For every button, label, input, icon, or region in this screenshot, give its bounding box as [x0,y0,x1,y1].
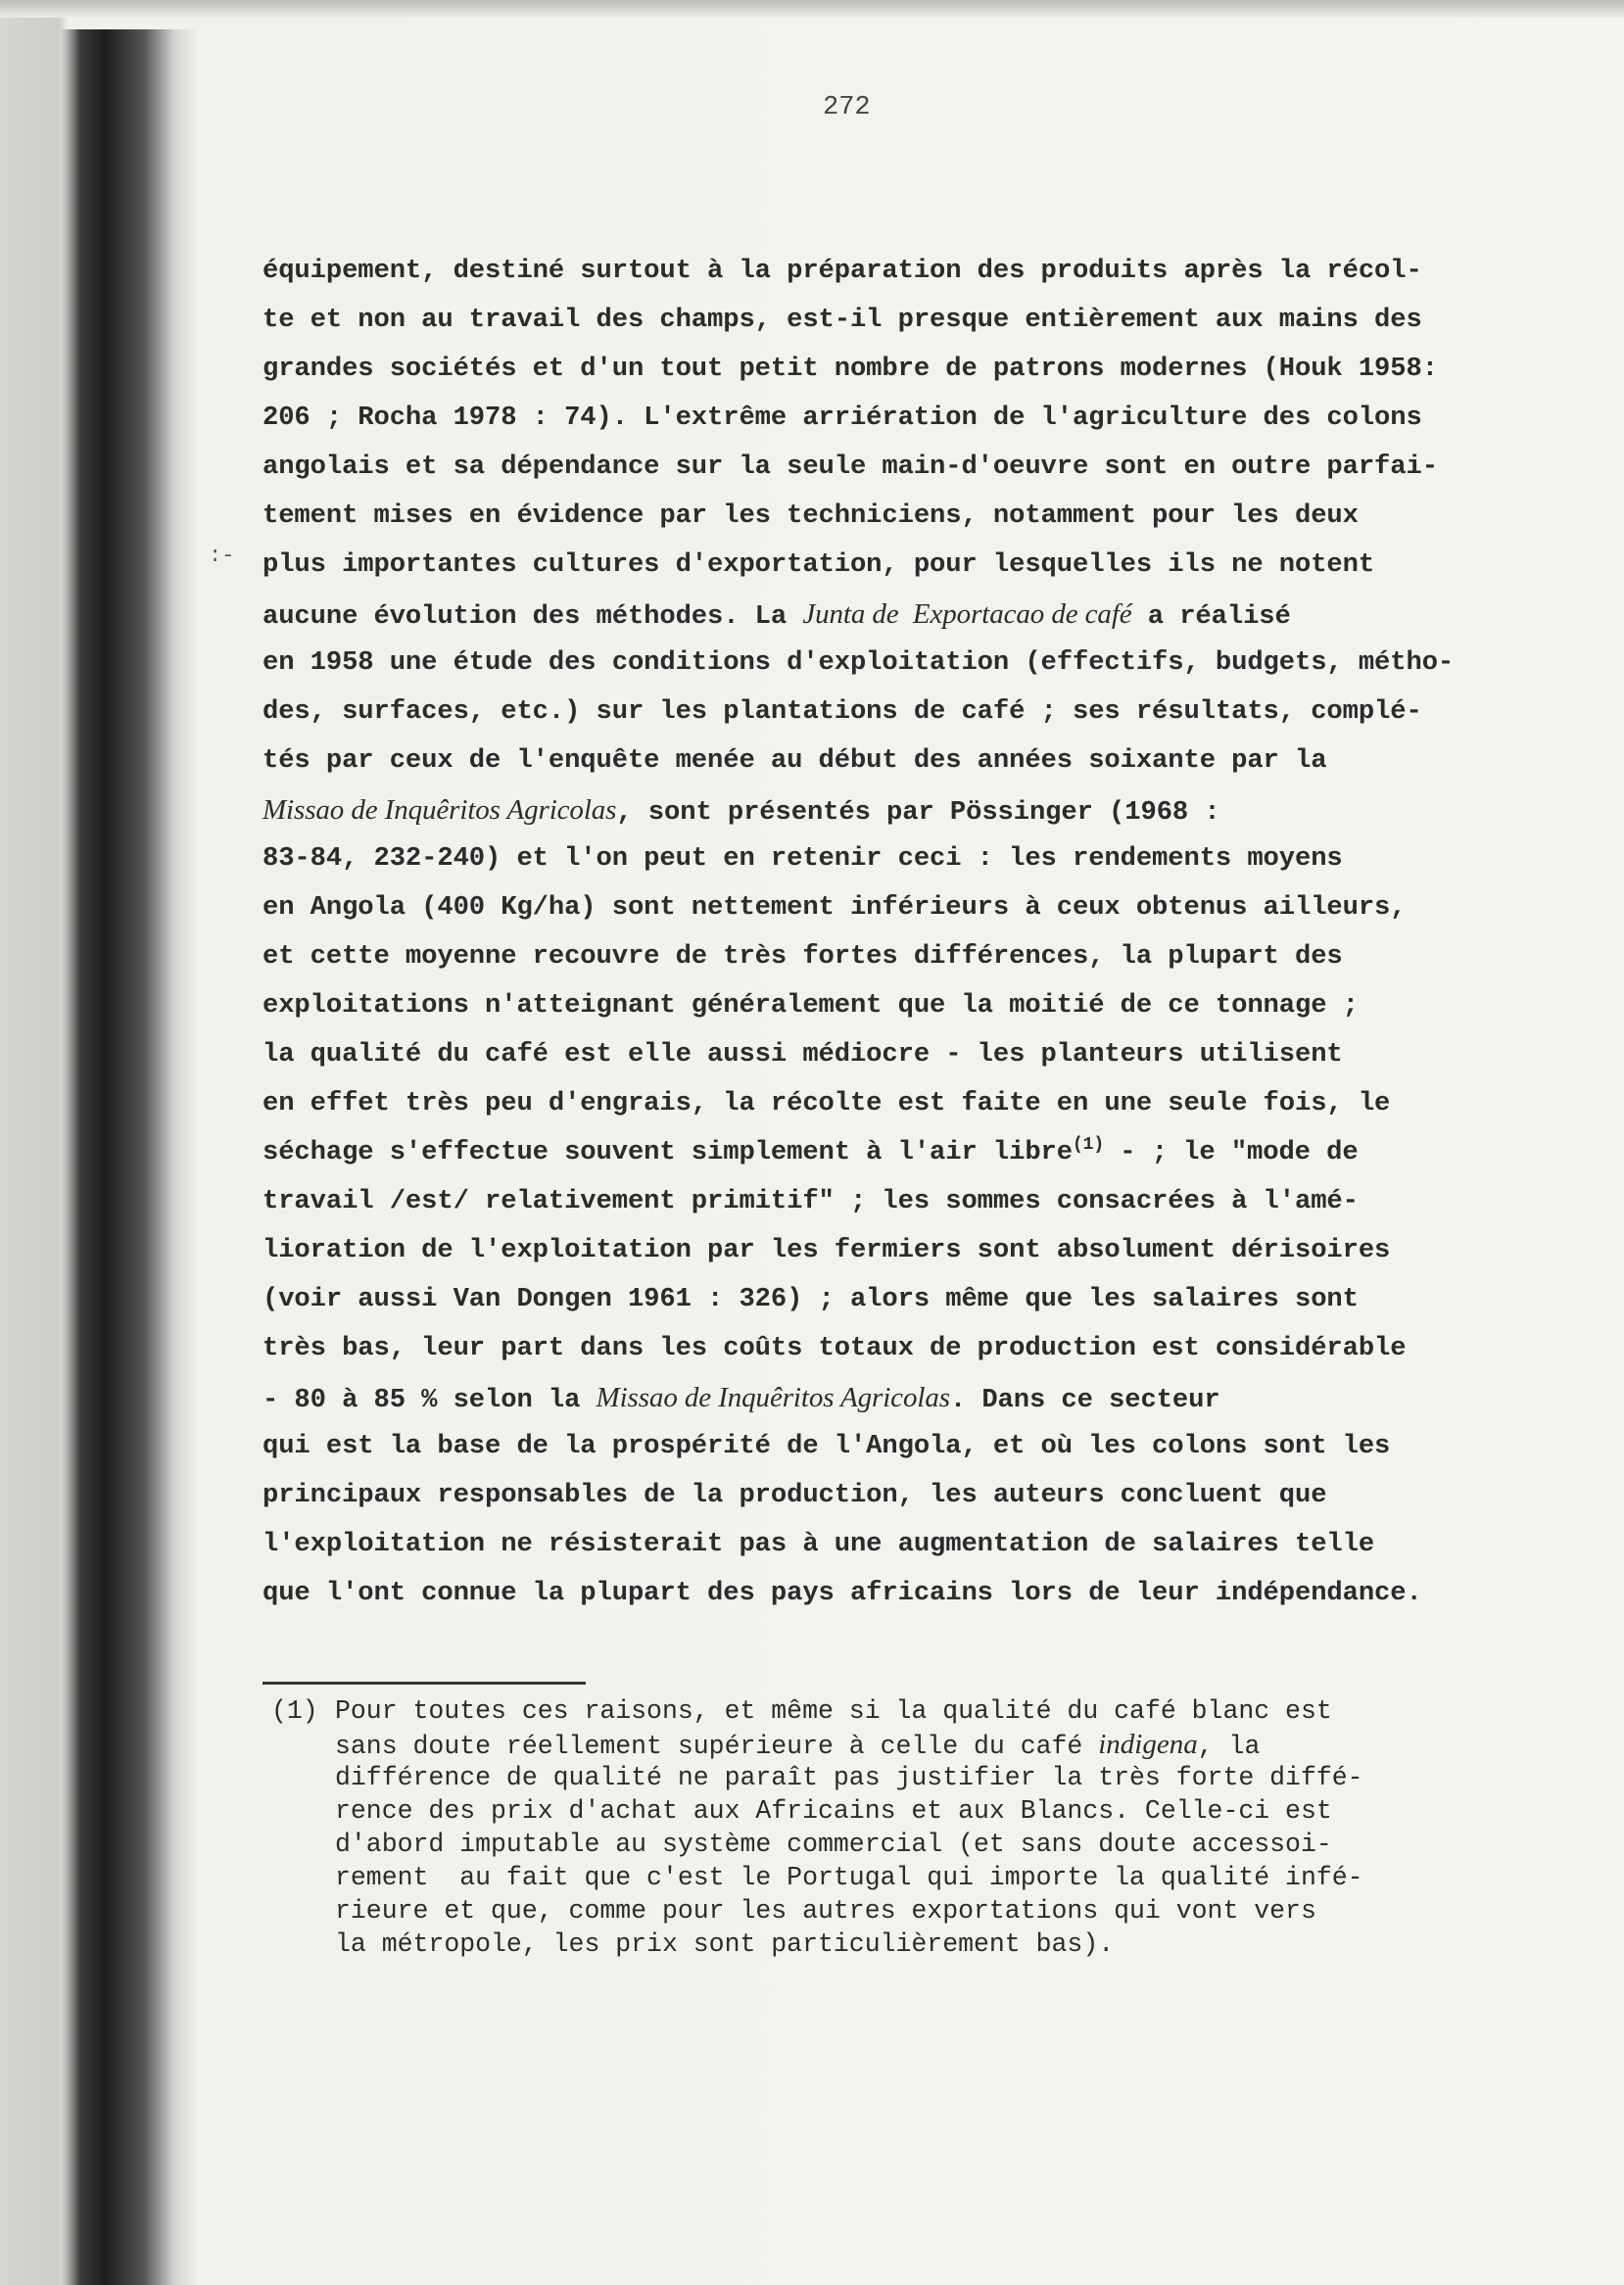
text-segment: séchage s'effectue souvent simplement à l'air libre [263,1137,1073,1167]
text-segment: aucune évolution des méthodes. La [263,601,803,632]
footnote-line [271,1761,1363,1794]
text-line [263,1128,1454,1177]
text-segment: a réalisé [1131,601,1291,632]
text-segment: en effet très peu d'engrais, la récolte est faite en une seule fois, le [263,1088,1391,1119]
text-segment: grandes sociétés et d'un tout petit nombre de patrons modernes (Houk 1958: [263,354,1438,384]
text-segment: - 80 à 85 % selon la [263,1385,597,1415]
text-line [263,688,1454,737]
text-segment: différence de qualité ne paraît pas justifier la très forte diffé- [335,1763,1363,1792]
text-segment: et cette moyenne recouvre de très fortes différences, la plupart des [263,941,1343,972]
text-segment: sans doute réellement supérieure à celle du café [335,1732,1099,1761]
text-segment: (voir aussi Van Dongen 1961 : 326) ; alors même que les salaires sont [263,1284,1359,1314]
text-segment: rence des prix d'achat aux Africains et aux Blancs. Celle-ci est [335,1796,1332,1826]
scan-top-edge [0,0,1624,18]
text-line [263,834,1454,883]
text-line [263,345,1454,394]
footnote [271,1694,1363,1961]
italic-text: Junta de Exportacao de café [802,598,1132,630]
text-segment: rement au fait que c'est le Portugal qui importe la qualité infé- [335,1863,1363,1892]
text-line [263,639,1454,688]
text-segment: - ; le "mode de [1104,1137,1359,1167]
text-line [263,590,1454,639]
footnote-line [271,1928,1363,1961]
text-line [263,443,1454,492]
text-line [263,737,1454,785]
text-segment: l'exploitation ne résisterait pas à une augmentation de salaires telle [263,1529,1375,1559]
text-segment: des, surfaces, etc.) sur les plantations de café ; ses résultats, complé- [263,696,1422,727]
text-segment: 83-84, 232-240) et l'on peut en retenir ceci : les rendements moyens [263,843,1343,874]
text-line [263,247,1454,296]
binding-shadow [61,29,198,2285]
text-segment: angolais et sa dépendance sur la seule main-d'oeuvre sont en outre parfai- [263,452,1438,482]
footnote-line [271,1861,1363,1894]
text-line [263,1079,1454,1128]
page-number: 272 [823,93,871,122]
text-segment: qui est la base de la prospérité de l'Angola, et où les colons sont les [263,1431,1391,1461]
text-line [263,1422,1454,1471]
text-segment: , la [1197,1732,1261,1761]
text-line [263,1471,1454,1520]
text-line [263,932,1454,981]
footnote-reference: (1) [1072,1134,1105,1155]
footnote-line [271,1694,1363,1728]
text-line [263,492,1454,541]
text-line [263,1226,1454,1275]
text-segment: plus importantes cultures d'exportation, pour lesquelles ils ne notent [263,549,1375,580]
italic-text: indigena [1098,1729,1198,1760]
text-segment: te et non au travail des champs, est-il presque entièrement aux mains des [263,305,1422,335]
text-segment: d'abord imputable au système commercial (et sans doute accessoi- [335,1830,1332,1859]
footnote-rule [263,1682,586,1685]
text-segment: équipement, destiné surtout à la préparation des produits après la récol- [263,256,1422,286]
text-segment: exploitations n'atteignant généralement que la moitié de ce tonnage ; [263,990,1359,1021]
footnote-line [271,1728,1363,1761]
text-segment: rieure et que, comme pour les autres exportations qui vont vers [335,1896,1316,1926]
footnote-marker: (1) [271,1696,318,1726]
footnote-line [271,1894,1363,1928]
text-line [263,1177,1454,1226]
body-text [263,247,1454,1618]
text-segment: 206 ; Rocha 1978 : 74). L'extrême arriération de l'agriculture des colons [263,403,1422,433]
text-segment: travail /est/ relativement primitif" ; les sommes consacrées à l'amé- [263,1186,1359,1216]
footnote-line [271,1794,1363,1828]
text-line [263,1030,1454,1079]
text-line [263,1373,1454,1422]
text-line [263,1275,1454,1324]
text-line [263,1569,1454,1618]
text-segment: . Dans ce secteur [949,1385,1220,1415]
text-line [263,541,1454,590]
italic-text: Missao de Inquêritos Agricolas [596,1382,950,1413]
footnote-line [271,1828,1363,1861]
text-segment: la qualité du café est elle aussi médiocre - les planteurs utilisent [263,1039,1343,1070]
text-segment: la métropole, les prix sont particulièrement bas). [335,1929,1115,1959]
italic-text: Missao de Inquêritos Agricolas [263,794,617,826]
text-segment: tés par ceux de l'enquête menée au début des années soixante par la [263,745,1327,776]
text-segment: tement mises en évidence par les techniciens, notamment pour les deux [263,500,1359,531]
text-line [263,296,1454,345]
text-line [263,883,1454,932]
text-line [263,1520,1454,1569]
text-line [263,394,1454,443]
margin-mark: :- [209,544,235,568]
text-segment: principaux responsables de la production, les auteurs concluent que [263,1480,1327,1510]
text-segment: très bas, leur part dans les coûts totaux de production est considérable [263,1333,1407,1363]
text-segment: que l'ont connue la plupart des pays africains lors de leur indépendance. [263,1578,1422,1608]
text-line [263,785,1454,834]
text-line [263,1324,1454,1373]
text-segment: en 1958 une étude des conditions d'exploitation (effectifs, budgets, métho- [263,647,1455,678]
text-line [263,981,1454,1030]
text-segment: en Angola (400 Kg/ha) sont nettement inférieurs à ceux obtenus ailleurs, [263,892,1407,923]
text-segment: , sont présentés par Pössinger (1968 : [616,797,1220,828]
text-segment: lioration de l'exploitation par les fermiers sont absolument dérisoires [263,1235,1391,1265]
text-segment: Pour toutes ces raisons, et même si la qualité du café blanc est [335,1696,1332,1726]
